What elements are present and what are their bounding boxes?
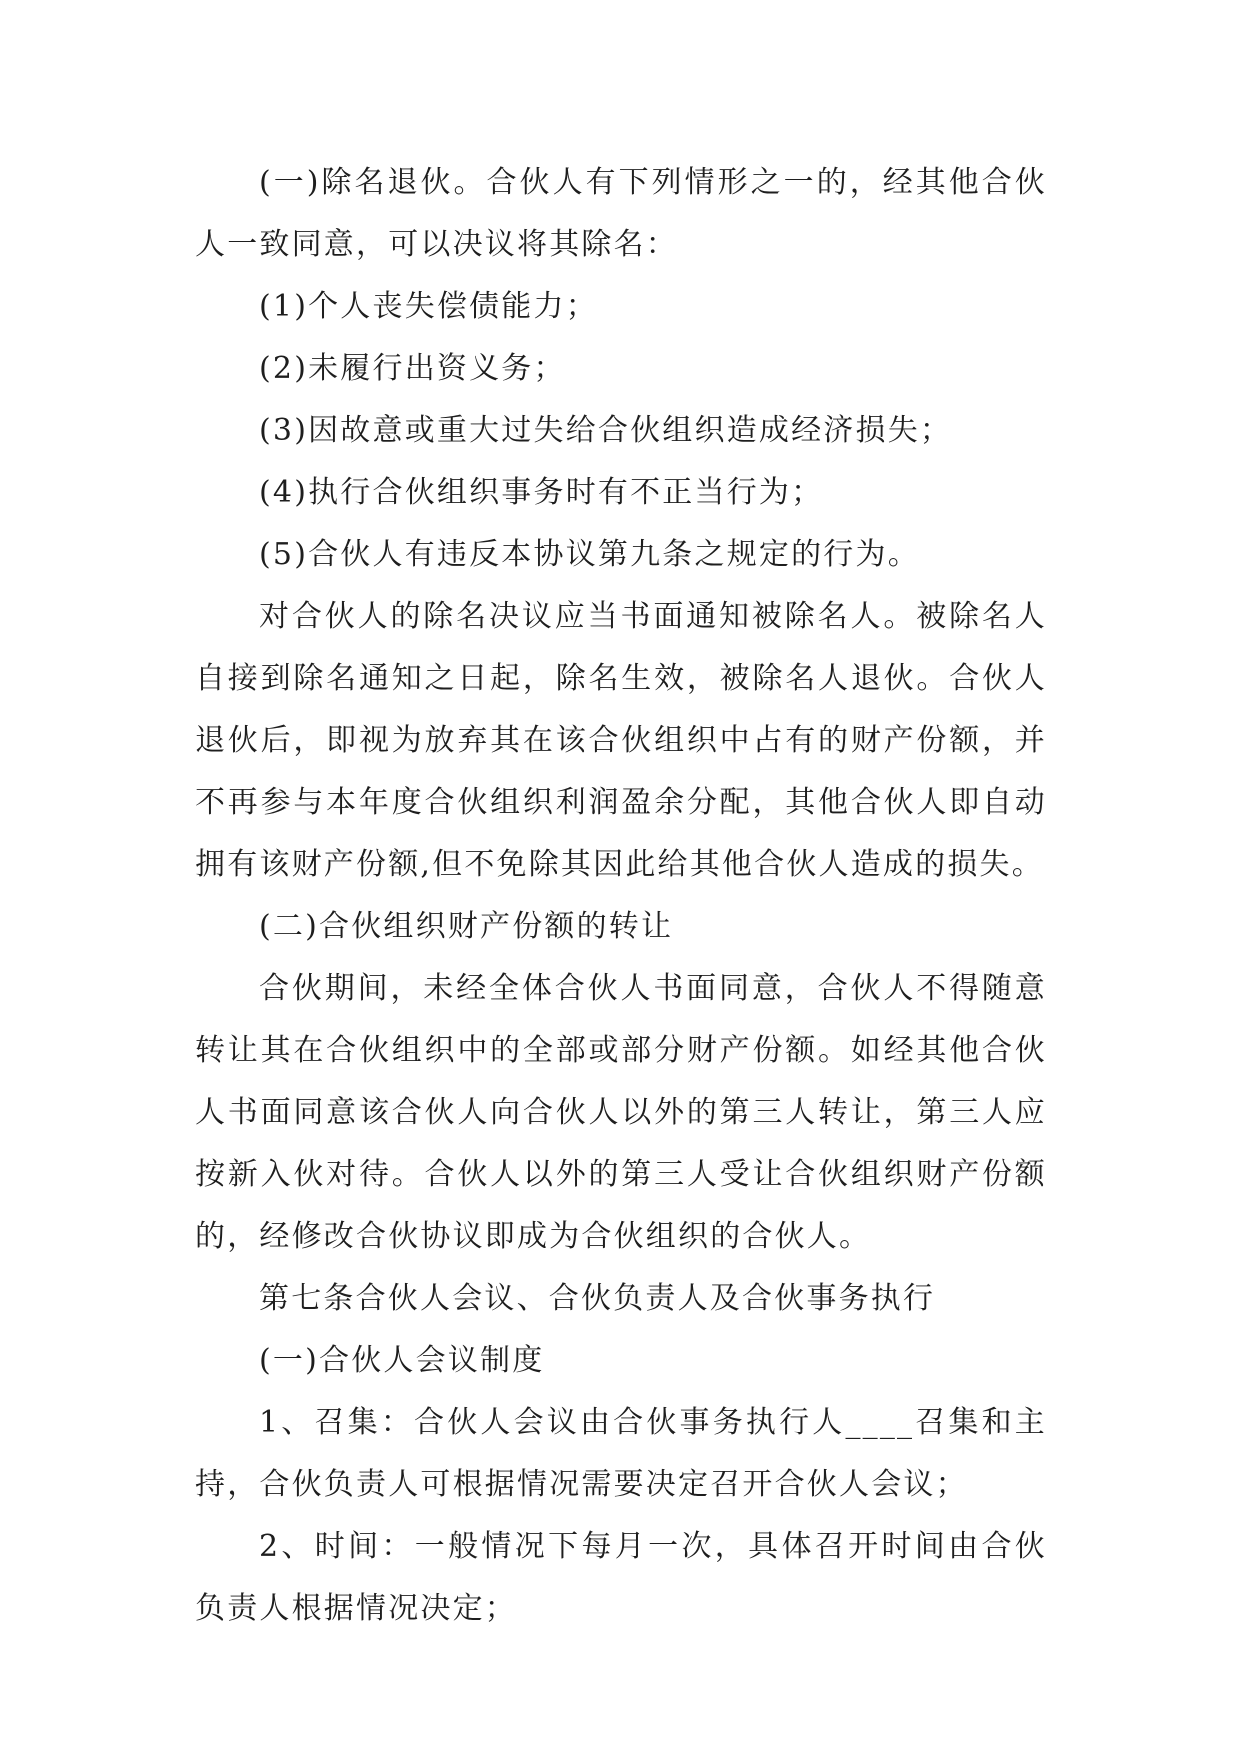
list-item-improper-conduct: (4)执行合伙组织事务时有不正当行为；	[259, 475, 824, 510]
paragraph-share-transfer: 合伙期间，未经全体合伙人书面同意，合伙人不得随意转让其在合伙组织中的全部或部分财产份额。如经其他合伙人书面同意该合伙人向合伙人以外的第三人转让，第三人应按新入伙对待。合伙人以外的第三人受让合伙组织财产份额的，经修改合伙协议即成为合伙组织的合伙人。	[195, 971, 1047, 1254]
document-body	[195, 152, 1047, 1640]
paragraph-expulsion-notice: 对合伙人的除名决议应当书面通知被除名人。被除名人自接到除名通知之日起，除名生效，被除名人退伙。合伙人退伙后，即视为放弃其在该合伙组织中占有的财产份额，并不再参与本年度合伙组织利润盈余分配，其他合伙人即自动拥有该财产份额,但不免除其因此给其他合伙人造成的损失。	[195, 599, 1047, 882]
list-item-article-nine-violation: (5)合伙人有违反本协议第九条之规定的行为。	[259, 537, 920, 572]
list-item-economic-loss: (3)因故意或重大过失给合伙组织造成经济损失；	[259, 413, 953, 448]
paragraph-expulsion-heading: (一)除名退伙。合伙人有下列情形之一的，经其他合伙人一致同意，可以决议将其除名：	[195, 165, 1047, 262]
paragraph-meeting-time: 2、时间：一般情况下每月一次，具体召开时间由合伙负责人根据情况决定；	[195, 1529, 1047, 1626]
list-item-insolvency: (1)个人丧失偿债能力；	[259, 289, 598, 324]
section-heading-share-transfer: (二)合伙组织财产份额的转让	[259, 909, 674, 944]
article-heading-seven: 第七条合伙人会议、合伙负责人及合伙事务执行	[259, 1281, 936, 1316]
section-heading-partner-meeting: (一)合伙人会议制度	[259, 1343, 545, 1378]
list-item-capital-obligation: (2)未履行出资义务；	[259, 351, 566, 386]
paragraph-meeting-convening: 1、召集：合伙人会议由合伙事务执行人____召集和主持，合伙负责人可根据情况需要决定召开合伙人会议；	[195, 1405, 1047, 1502]
